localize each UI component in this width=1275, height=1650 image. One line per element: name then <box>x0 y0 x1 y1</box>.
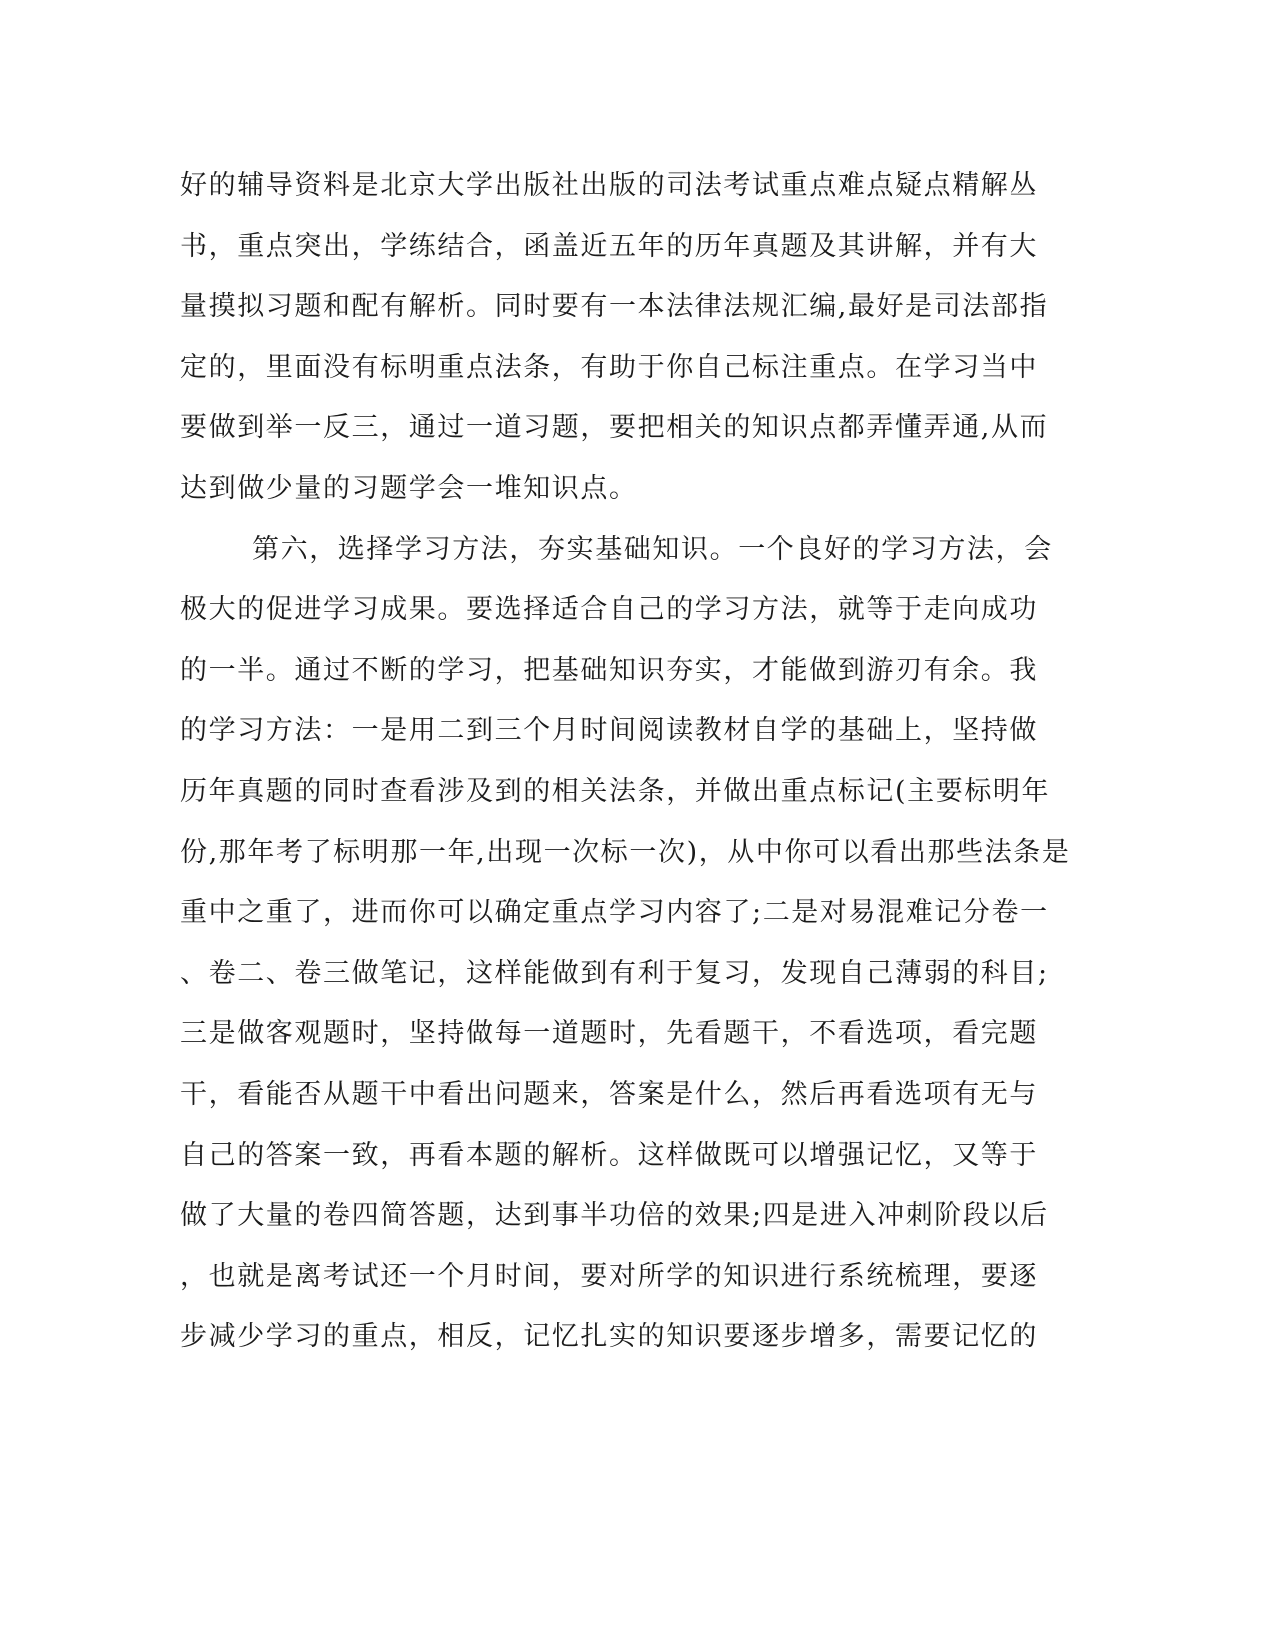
body-text <box>180 156 1071 1368</box>
text-line: 重中之重了，进而你可以确定重点学习内容了;二是对易混难记分卷一 <box>180 897 1049 929</box>
text-line: 定的，里面没有标明重点法条，有助于你自己标注重点。在学习当中 <box>180 351 1038 383</box>
text-line: 历年真题的同时查看涉及到的相关法条，并做出重点标记(主要标明年 <box>180 775 1051 807</box>
text-line: 步减少学习的重点，相反，记忆扎实的知识要逐步增多，需要记忆的 <box>180 1321 1038 1353</box>
text-line: 要做到举一反三，通过一道习题，要把相关的知识点都弄懂弄通,从而 <box>180 412 1049 444</box>
text-line: 书，重点突出，学练结合，函盖近五年的历年真题及其讲解，并有大 <box>180 230 1038 262</box>
text-line: 份,那年考了标明那一年,出现一次标一次)，从中你可以看出那些法条是 <box>180 836 1071 868</box>
text-line: 达到做少量的习题学会一堆知识点。 <box>180 472 638 504</box>
text-line: 的学习方法：一是用二到三个月时间阅读教材自学的基础上，坚持做 <box>180 715 1038 747</box>
text-line: 量摸拟习题和配有解析。同时要有一本法律法规汇编,最好是司法部指 <box>180 291 1049 323</box>
text-line: ，也就是离考试还一个月时间，要对所学的知识进行系统梳理，要逐 <box>180 1260 1038 1292</box>
paragraph-start-line: 第六，选择学习方法，夯实基础知识。一个良好的学习方法，会 <box>252 533 1053 565</box>
text-line: 自己的答案一致，再看本题的解析。这样做既可以增强记忆，又等于 <box>180 1139 1038 1171</box>
text-line: 好的辅导资料是北京大学出版社出版的司法考试重点难点疑点精解丛 <box>180 170 1038 201</box>
text-line: 三是做客观题时，坚持做每一道题时，先看题干，不看选项，看完题 <box>180 1018 1038 1050</box>
text-line: 极大的促进学习成果。要选择适合自己的学习方法，就等于走向成功 <box>180 594 1038 626</box>
text-line: 做了大量的卷四简答题，达到事半功倍的效果;四是进入冲刺阶段以后 <box>180 1200 1049 1232</box>
text-line: 干，看能否从题干中看出问题来，答案是什么，然后再看选项有无与 <box>180 1078 1038 1110</box>
text-line: 、卷二、卷三做笔记，这样能做到有利于复习，发现自己薄弱的科目; <box>180 957 1049 989</box>
text-line: 的一半。通过不断的学习，把基础知识夯实，才能做到游刃有余。我 <box>180 654 1038 686</box>
